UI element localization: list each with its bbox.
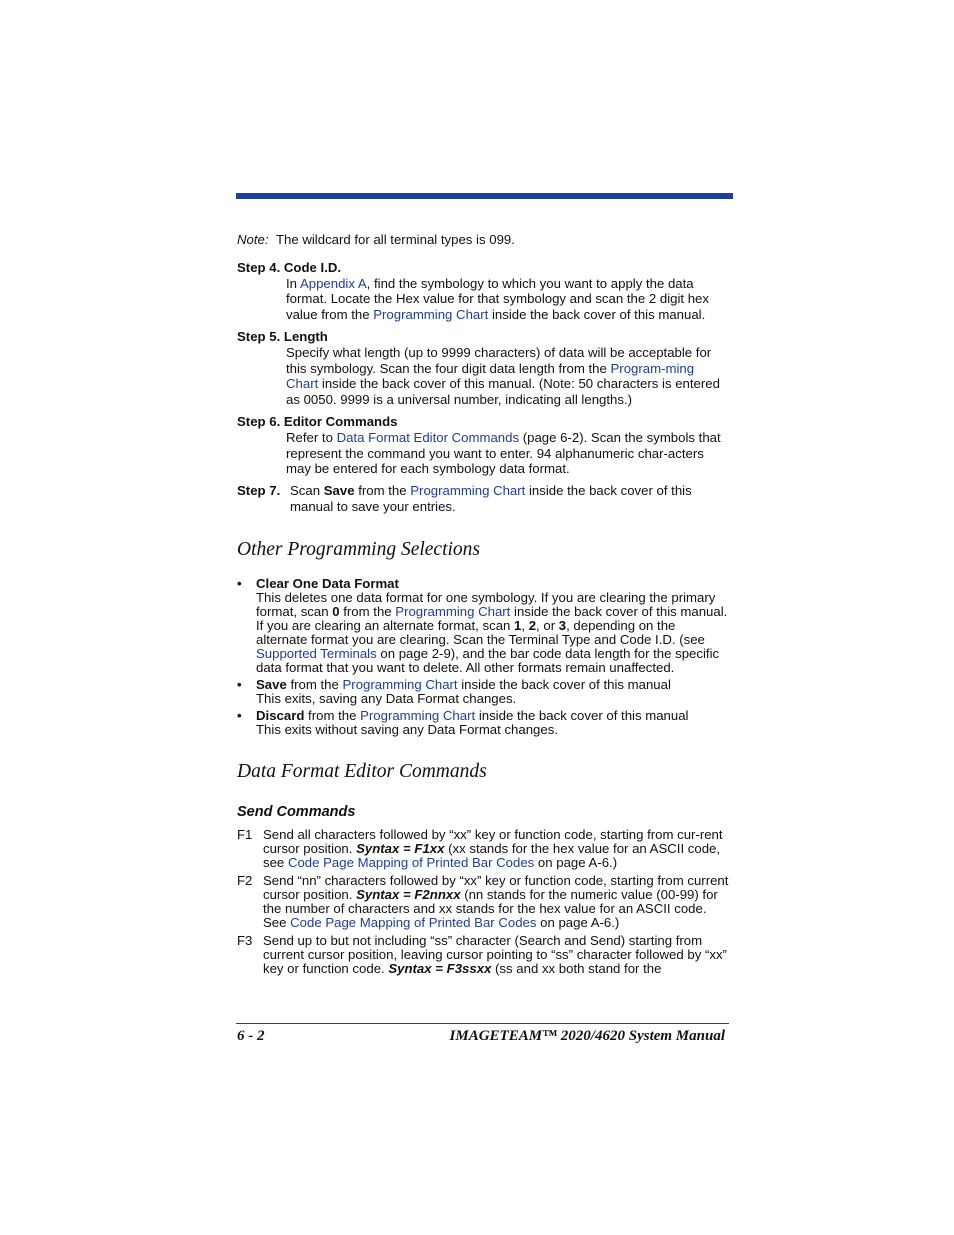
text: In — [286, 275, 300, 291]
bold-text: Save — [323, 483, 355, 499]
save-label: Save — [256, 676, 287, 692]
appendix-a-link[interactable]: Appendix A — [299, 275, 367, 291]
command-desc — [263, 934, 729, 976]
text: inside the back cover of this manual — [475, 707, 689, 723]
command-desc — [263, 874, 729, 930]
text: This exits, saving any Data Format changes. — [256, 690, 517, 706]
text: , depending on the alternate format you are clearing. Scan the Terminal Type and Code I.D. (see — [256, 617, 705, 647]
text: inside the back cover of this manual. — [488, 307, 706, 323]
note-text: The wildcard for all terminal types is 099. — [275, 232, 515, 247]
step-4-body — [286, 276, 729, 323]
bold-text: 1 — [514, 617, 522, 633]
command-f1 — [237, 828, 729, 870]
clear-format-title: Clear One Data Format — [256, 575, 399, 591]
other-selections-list — [237, 577, 729, 737]
text: Send “nn” characters followed by “xx” key or function code, starting from current cursor position. — [263, 872, 729, 902]
text: , find the symbology to which you want to apply the data format. Locate the Hex value for that symbology and scan the 2 digit hex value from the — [286, 275, 709, 323]
discard-label: Discard — [256, 707, 305, 723]
data-format-editor-commands-link[interactable]: Data Format Editor Commands — [336, 429, 520, 445]
syntax: Syntax = F2nnxx — [356, 886, 461, 902]
text: This deletes one data format for one symbology. If you are clearing the primary format, scan — [256, 589, 716, 619]
command-code: F1 — [237, 826, 253, 842]
programming-chart-link[interactable]: Program-ming Chart — [286, 360, 695, 392]
programming-chart-link[interactable]: Programming Chart — [373, 307, 489, 323]
text: (ss and xx both stand for the — [491, 960, 662, 976]
step-5-body — [286, 345, 729, 408]
command-code: F2 — [237, 872, 253, 888]
text: (nn stands for the numeric value (00-99) for the number of characters and xx stands for the hex value for an ASCII code. See — [263, 886, 718, 930]
page-number: 6 - 2 — [237, 1028, 265, 1044]
footer-rule — [236, 1023, 729, 1024]
text: (xx stands for the hex value for an ASCII code, see — [263, 840, 721, 870]
programming-chart-link[interactable]: Programming Chart — [360, 707, 476, 723]
text: Send up to but not including “ss” character (Search and Send) starting from current cursor position, leaving cursor pointing to “ss” character followed by “xx” key or function code. — [263, 932, 727, 976]
text: (page 6-2). Scan the symbols that represent the command you want to enter. 94 alphanumeric char-acters may be entered for each symbology data format. — [286, 429, 721, 477]
text: , — [521, 617, 529, 633]
step-6 — [237, 414, 729, 477]
step-7-body — [290, 483, 729, 515]
step-7-label: Step 7. — [237, 483, 281, 499]
other-programming-heading: Other Programming Selections — [237, 538, 480, 560]
text: inside the back cover of this manual to save your entries. — [290, 483, 692, 514]
command-code: F3 — [237, 932, 253, 948]
text: from the — [286, 676, 343, 692]
syntax: Syntax = F1xx — [356, 840, 445, 856]
bold-text: 0 — [332, 603, 340, 619]
text: Send all characters followed by “xx” key or function code, starting from cur-rent cursor position. — [263, 826, 723, 856]
programming-chart-link[interactable]: Programming Chart — [342, 676, 458, 692]
text: Specify what length (up to 9999 characters) of data will be acceptable for this symbology. Scan the four digit data length from the — [286, 344, 712, 376]
text: inside the back cover of this manual — [457, 676, 671, 692]
note-label: Note: — [237, 232, 269, 247]
programming-chart-link[interactable]: Programming Chart — [395, 603, 511, 619]
text: on page A-6.) — [534, 854, 618, 870]
bullet-icon: • — [237, 707, 242, 723]
list-item — [237, 678, 729, 706]
text: from the — [339, 603, 396, 619]
text: inside the back cover of this manual. If you are clearing an alternate format, scan — [256, 603, 728, 633]
text: on page 2-9), and the bar code data length for the specific data format that you want to delete. All other formats remain unaffected. — [256, 645, 720, 675]
text: from the — [304, 707, 361, 723]
manual-title: IMAGETEAM™ 2020/4620 System Manual — [449, 1028, 725, 1044]
bold-text: 2 — [528, 617, 537, 633]
command-desc — [263, 828, 729, 870]
text: Refer to — [286, 429, 337, 445]
header-rule — [236, 193, 733, 199]
step-6-body — [286, 430, 729, 477]
note — [237, 232, 729, 248]
step-5 — [237, 329, 729, 408]
programming-chart-link[interactable]: Programming Chart — [410, 483, 526, 499]
text: from the — [354, 483, 411, 499]
bullet-icon: • — [237, 575, 242, 591]
bold-text: 3 — [558, 617, 567, 633]
command-f3 — [237, 934, 729, 976]
step-6-title: Step 6. Editor Commands — [237, 413, 398, 429]
code-page-mapping-link[interactable]: Code Page Mapping of Printed Bar Codes — [290, 914, 537, 930]
list-item — [237, 577, 729, 675]
page-content — [237, 232, 729, 980]
command-f2 — [237, 874, 729, 930]
text: on page A-6.) — [536, 914, 620, 930]
code-page-mapping-link[interactable]: Code Page Mapping of Printed Bar Codes — [287, 854, 535, 870]
bullet-icon: • — [237, 676, 242, 692]
text: This exits without saving any Data Format changes. — [256, 721, 558, 737]
syntax: Syntax = F3ssxx — [388, 960, 492, 976]
step-4 — [237, 260, 729, 323]
list-item — [237, 709, 729, 737]
data-format-editor-heading: Data Format Editor Commands — [237, 760, 487, 782]
text: Scan — [290, 483, 324, 499]
send-commands-heading: Send Commands — [237, 803, 356, 820]
supported-terminals-link[interactable]: Supported Terminals — [256, 645, 377, 661]
text: , or — [536, 617, 559, 633]
step-4-title: Step 4. Code I.D. — [237, 259, 342, 275]
step-5-title: Step 5. Length — [237, 328, 328, 344]
step-7 — [237, 483, 729, 515]
text: inside the back cover of this manual. (Note: 50 characters is entered as 0050. 9999 is a universal number, indicating all lengths.) — [286, 376, 720, 408]
